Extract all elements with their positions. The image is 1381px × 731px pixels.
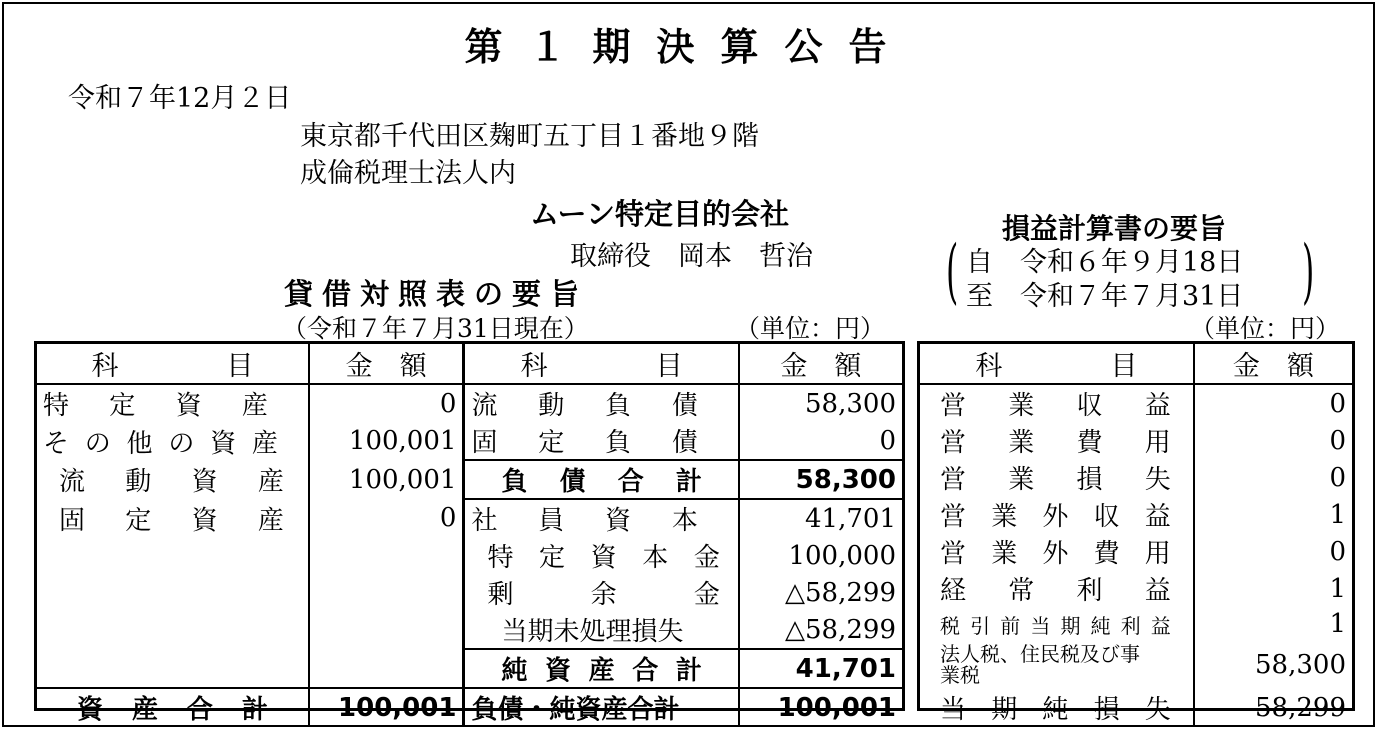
bs-equity-value: △58,299 [785,577,896,608]
bs-asset-label: 特定資産 [43,391,268,421]
pl-amount-header: 金 額 [1194,344,1352,384]
pl-row-label: 経常利益 [940,576,1171,606]
bs-grand-total-label: 負債・純資産合計 [464,688,739,726]
period-open-paren: ( [946,230,959,312]
bs-liability-value: 58,300 [805,388,896,419]
bs-equity-label: 社員資本 [471,506,698,536]
income-statement-table [917,341,1355,725]
period-from: 自 令和６年９月18日 [966,247,1244,278]
company-address-care-of: 成倫税理士法人内 [300,158,516,189]
bs-liabilities-total-label: 負債合計 [501,467,702,497]
bs-equity-value: △58,299 [785,614,896,645]
pl-row-label: 営業収益 [940,391,1171,421]
bs-asset-value: 0 [309,384,464,422]
bs-equity-label: 剰余金 [487,580,720,610]
bs-asset-label: 固定資産 [59,505,284,536]
pl-row-label: 営業費用 [940,428,1171,458]
bs-equity-value: 41,701 [805,503,896,534]
pl-row-value: 1 [1329,499,1346,530]
pl-item-header: 科 目 [920,344,1194,384]
bs-asset-label: 流動資産 [59,467,284,497]
pl-row-value: 0 [1329,536,1346,567]
bs-asset-value: 0 [309,499,464,537]
bs-equity-label: 当期未処理損失 [464,611,739,649]
bs-liability-value: 0 [879,425,896,456]
company-address: 東京都千代田区麹町五丁目１番地９階 [300,121,759,152]
bs-equity-label: 特定資本金 [487,543,720,573]
bs-liab-amount-header: 金 額 [739,344,902,384]
bs-liabilities-total-value: 58,300 [739,460,902,499]
pl-row-label: 当期純損失 [940,695,1171,725]
balance-sheet-unit: （単位：円） [735,314,886,343]
bs-asset-label: その他の資産 [43,428,278,459]
bs-assets-total-label: 資産合計 [77,695,268,725]
bs-equity-total-label: 純資産合計 [501,656,702,686]
pl-row-value: 0 [1329,388,1346,419]
notice-title: 第１期決算公告 [464,25,913,69]
period-close-paren: ) [1302,230,1315,312]
balance-sheet-heading: 貸借対照表の要旨 [284,277,589,311]
period-to: 至 令和７年７月31日 [966,281,1244,312]
bs-asset-value: 100,001 [309,460,464,499]
pl-row-value: 1 [1329,573,1346,604]
bs-liability-label: 流動負債 [471,391,698,421]
pl-row-label: 営業外費用 [940,539,1171,569]
pl-row-label: 法人税、住民税及び事業税 [940,642,1140,687]
notice-date: 令和７年12月２日 [68,83,292,114]
pl-row-label: 営業損失 [940,465,1171,495]
bs-assets-item-header: 科 目 [37,344,309,384]
pl-row-value: 58,299 [1255,692,1346,723]
bs-grand-total-value: 100,001 [739,688,902,726]
bs-equity-total-value: 41,701 [739,649,902,688]
pl-row-value: 1 [1329,609,1346,639]
balance-sheet-date: （令和７年７月31日現在） [282,314,589,343]
representative: 取締役 岡本 哲治 [570,241,813,272]
bs-liab-item-header: 科 目 [464,344,739,384]
bs-asset-value: 100,001 [309,422,464,460]
balance-sheet-table [34,341,905,725]
pl-row-value: 58,300 [1255,650,1346,680]
bs-assets-amount-header: 金 額 [309,344,464,384]
income-statement-heading: 損益計算書の要旨 [1002,212,1227,245]
company-name: ムーン特定目的会社 [530,197,789,231]
pl-row-label: 税引前当期純利益 [940,613,1171,638]
pl-row-value: 0 [1329,462,1346,493]
pl-row-value: 0 [1329,425,1346,456]
income-statement-unit: （単位：円） [1190,314,1341,343]
bs-assets-total-value: 100,001 [309,688,464,726]
bs-liability-label: 固定負債 [471,428,698,458]
pl-row-label: 営業外収益 [940,502,1171,532]
bs-equity-value: 100,000 [788,540,896,571]
